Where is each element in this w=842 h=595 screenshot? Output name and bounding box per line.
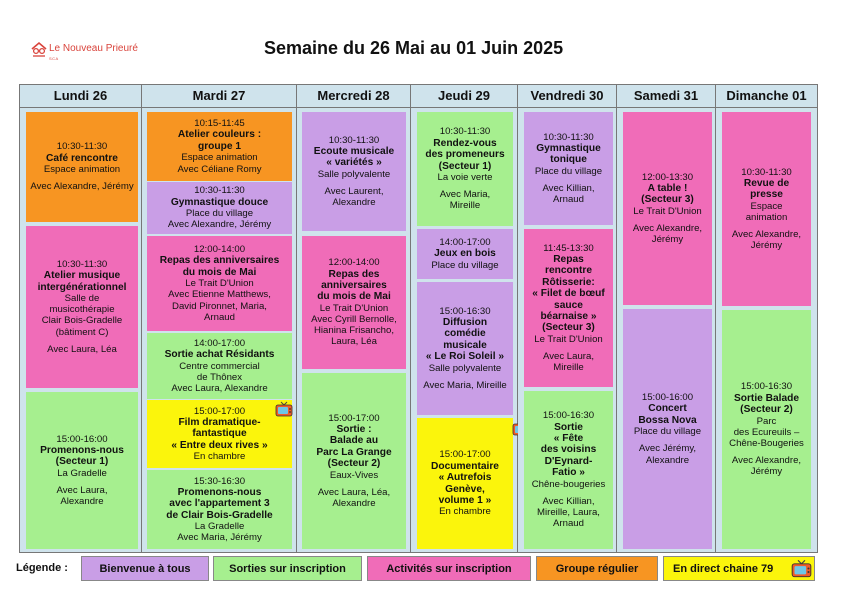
event-time: 10:15-11:45 (194, 118, 245, 130)
event-place: Parc (756, 415, 777, 427)
event-staff: Avec Laura, Léa, (317, 486, 391, 498)
event-title: Film dramatique- (178, 416, 261, 428)
event-title: Repas des (328, 268, 380, 280)
legend-label: Légende : (16, 562, 68, 574)
event-card[interactable] (417, 112, 513, 226)
event-title: « Fête (553, 433, 584, 445)
event-place: (bâtiment C) (55, 326, 109, 338)
logo (30, 40, 150, 66)
tv-icon (791, 559, 812, 578)
legend-item-live-channel: En direct chaine 79 (663, 556, 815, 581)
event-card[interactable] (722, 310, 811, 549)
logo-subtext: SCA (49, 56, 59, 61)
event-title: du mois de Mai (182, 266, 257, 278)
event-staff: Mireille (449, 200, 481, 212)
event-title: « Le Roi Soleil » (425, 351, 505, 363)
event-staff: Arnaud (553, 518, 584, 530)
day-column-saturday (617, 85, 716, 552)
event-time: 15:00-17:00 (193, 405, 246, 417)
event-title: Documentaire (431, 460, 499, 472)
event-place: Place du village (633, 426, 702, 438)
event-card[interactable] (302, 373, 406, 549)
event-staff: Avec Laura, (542, 350, 595, 362)
event-time: 15:30-16:30 (193, 475, 246, 487)
event-time: 10:30-11:30 (56, 258, 108, 270)
legend-item-regular-group: Groupe régulier (536, 556, 658, 581)
event-title: Sortie : (336, 423, 372, 435)
day-column-tuesday (142, 85, 297, 552)
event-place: La voie verte (437, 171, 493, 183)
event-title: fantastique (192, 428, 247, 440)
event-staff: Avec Alexandre, (632, 222, 703, 234)
event-place: Centre commercial (179, 360, 260, 372)
event-title: Revue de (743, 177, 790, 189)
event-time: 12:00-14:00 (328, 257, 380, 269)
event-title: Balade au (329, 435, 379, 447)
event-title: groupe 1 (197, 140, 242, 152)
event-staff: Alexandre (645, 454, 690, 466)
event-place: de Thônex (196, 371, 243, 383)
event-staff: Alexandre (332, 197, 376, 209)
event-staff: Alexandre (332, 498, 376, 510)
event-title: (Secteur 1) (55, 456, 109, 468)
event-title: Gymnastique (536, 142, 601, 154)
event-card[interactable] (147, 112, 292, 181)
page-title: Semaine du 26 Mai au 01 Juin 2025 (264, 38, 564, 58)
event-card[interactable] (722, 112, 811, 306)
event-time: 15:00-16:00 (56, 433, 108, 445)
event-card[interactable] (524, 229, 613, 387)
day-header: Vendredi 30 (518, 85, 616, 108)
event-place: des Ecureuils – (733, 426, 800, 438)
day-header: Mercredi 28 (297, 85, 410, 108)
event-staff: Avec Alexandre, (731, 455, 802, 467)
event-time: 10:30-11:30 (439, 126, 491, 138)
event-card[interactable] (147, 333, 292, 399)
event-time: 15:00-16:30 (740, 381, 793, 393)
event-title: musicale (443, 339, 487, 351)
event-card[interactable] (26, 112, 138, 222)
event-title: de Clair Bois-Gradelle (166, 509, 273, 521)
event-staff: Avec Alexandre, Jérémy (30, 181, 134, 193)
event-title: (Secteur 1) (438, 160, 492, 172)
event-place: Place du village (431, 259, 499, 271)
event-staff: Avec Laurent, (324, 185, 384, 197)
event-title: (Secteur 2) (740, 404, 793, 416)
weekly-schedule (19, 84, 818, 553)
event-title: Sortie (554, 421, 583, 433)
event-time: 11:45-13:30 (543, 242, 594, 254)
event-staff: Avec Etienne Matthews, (168, 289, 271, 301)
event-title: avec l'appartement 3 (169, 498, 270, 510)
day-header: Jeudi 29 (411, 85, 517, 108)
event-title: Repas (553, 253, 584, 265)
day-header: Samedi 31 (617, 85, 715, 108)
event-place: La Gradelle (57, 467, 107, 479)
event-staff: Avec Laura, (56, 484, 108, 496)
event-time: 12:00-13:30 (641, 171, 694, 183)
event-title: du mois de Mai (317, 291, 391, 303)
event-card[interactable] (147, 236, 292, 331)
event-title: Atelier couleurs : (177, 129, 262, 141)
event-staff: Avec Killian, (542, 182, 595, 194)
event-title: Repas des anniversaires (159, 255, 280, 267)
event-place: La Gradelle (194, 521, 245, 532)
event-place: Chêne-Bougeries (729, 437, 804, 449)
event-title: Atelier musique intergénérationnel (37, 270, 127, 293)
event-title: Gymnastique douce (170, 196, 269, 208)
event-place: Le Trait D'Union (319, 302, 389, 314)
event-time: 10:30-11:30 (194, 185, 245, 197)
event-staff: Jérémy (750, 240, 783, 252)
event-title: Promenons-nous (40, 444, 124, 456)
event-title: volume 1 » (438, 494, 492, 506)
event-title: D'Eynard- (544, 455, 593, 467)
event-place: Espace animation (181, 152, 258, 164)
event-title: Rôtisserie: (542, 276, 595, 288)
event-title: Sortie achat Résidants (164, 349, 275, 361)
event-staff: Avec Jérémy, (638, 443, 697, 455)
event-place: Le Trait D'Union (534, 333, 603, 345)
event-staff: Avec Céliane Romy (177, 163, 262, 175)
event-time: 14:00-17:00 (193, 337, 246, 349)
day-header: Mardi 27 (142, 85, 296, 108)
event-staff: Mireille (553, 362, 584, 374)
event-title: Café rencontre (46, 152, 118, 164)
event-staff: Avec Alexandre, Jérémy (167, 219, 272, 231)
event-title: « Entre deux rives » (171, 439, 268, 451)
event-place: Chêne-bougeries (531, 478, 606, 490)
event-card[interactable] (417, 282, 513, 415)
event-title: presse (750, 189, 783, 201)
event-card[interactable] (147, 182, 292, 234)
event-title: comédie (444, 328, 486, 340)
event-time: 10:30-11:30 (543, 131, 594, 143)
event-card[interactable] (302, 112, 406, 231)
event-place: Salle polyvalente (428, 362, 502, 374)
event-time: 15:00-17:00 (439, 449, 491, 461)
event-time: 15:00-16:30 (542, 410, 595, 422)
event-staff: Avec Alexandre, (731, 229, 802, 240)
day-column-thursday (411, 85, 518, 552)
event-title: Diffusion (442, 317, 488, 329)
legend-item-activities: Activités sur inscription (367, 556, 531, 581)
event-title: des voisins (540, 444, 597, 456)
event-staff: Avec Maria, Mireille (423, 379, 507, 391)
event-card[interactable] (26, 392, 138, 549)
event-time: 10:30-11:30 (56, 141, 108, 153)
event-place: animation (745, 211, 788, 223)
event-title: anniversaires (321, 279, 387, 291)
event-title: des promeneurs (425, 149, 505, 161)
event-staff: Avec Maria, Jérémy (177, 532, 262, 544)
event-title: « Filet de bœuf (532, 288, 605, 300)
event-place: Eaux-Vives (329, 469, 379, 481)
event-title: tonique (550, 154, 587, 166)
event-title: Fatio » (552, 467, 585, 479)
event-place: Le Trait D'Union (185, 278, 254, 290)
event-title: « Autrefois (438, 472, 492, 484)
logo-icon (30, 40, 48, 58)
event-place: Clair Bois-Gradelle (41, 315, 123, 327)
event-title: Promenons-nous (177, 486, 262, 498)
event-card[interactable] (623, 112, 712, 305)
day-header: Dimanche 01 (716, 85, 817, 108)
event-title: Bossa Nova (638, 414, 697, 426)
event-title: Rendez-vous (433, 137, 497, 149)
event-card[interactable] (26, 226, 138, 388)
event-title: Ecoute musicale (313, 145, 395, 157)
day-column-monday (20, 85, 142, 552)
event-card[interactable] (417, 418, 513, 549)
event-title: rencontre (545, 265, 592, 277)
event-title: Jeux en bois (434, 248, 496, 260)
event-staff: Jérémy (750, 466, 783, 478)
event-title: Concert (648, 403, 687, 415)
legend-item-welcome: Bienvenue à tous (81, 556, 209, 581)
event-staff: Avec Laura, Léa (47, 343, 117, 355)
event-card[interactable] (417, 229, 513, 279)
event-place: En chambre (193, 451, 246, 463)
event-staff: Avec Killian, (542, 495, 595, 507)
event-staff: David Pironnet, Maria, (172, 300, 267, 312)
event-staff: Jérémy (651, 234, 684, 246)
event-place: Espace (750, 200, 783, 212)
event-staff: Avec Laura, Alexandre (171, 382, 268, 394)
event-title: « variétés » (326, 157, 382, 169)
event-staff: Arnaud (204, 311, 235, 323)
event-time: 15:00-17:00 (328, 412, 380, 424)
day-column-sunday (716, 85, 817, 552)
logo-text: Le Nouveau Prieuré (49, 43, 138, 54)
event-staff: Hianina Frisancho, (314, 325, 394, 337)
event-title: (Secteur 3) (542, 322, 595, 334)
event-card[interactable] (147, 470, 292, 549)
event-staff: Arnaud (553, 194, 584, 206)
event-title: Parc La Grange (316, 446, 392, 458)
event-place: En chambre (439, 506, 491, 518)
event-staff: Mireille, Laura, (537, 507, 600, 519)
event-staff: Alexandre (60, 496, 104, 508)
event-staff: Avec Maria, (439, 189, 491, 201)
event-time: 10:30-11:30 (741, 166, 792, 178)
event-time: 10:30-11:30 (328, 134, 380, 146)
event-title: sauce (554, 299, 583, 311)
event-time: 15:00-16:00 (641, 392, 694, 404)
day-column-friday (518, 85, 617, 552)
event-place: musicothérapie (49, 304, 115, 316)
event-time: 14:00-17:00 (439, 237, 491, 249)
event-place: Salle de (64, 293, 100, 304)
event-title: (Secteur 3) (641, 194, 694, 206)
event-card[interactable] (524, 112, 613, 225)
event-place: Le Trait D'Union (633, 205, 702, 217)
event-card[interactable] (147, 400, 292, 468)
event-place: Place du village (185, 208, 254, 220)
event-title: Sortie Balade (733, 392, 800, 404)
event-time: 12:00-14:00 (193, 244, 246, 256)
event-card[interactable] (623, 309, 712, 549)
event-place: Salle polyvalente (317, 168, 391, 180)
day-column-wednesday (297, 85, 411, 552)
tv-icon (275, 401, 293, 417)
event-place: Place du village (534, 165, 603, 177)
event-staff: Laura, Léa (331, 336, 377, 348)
event-title: A table ! (647, 182, 688, 194)
event-title: Genève, (445, 483, 485, 495)
event-time: 15:00-16:30 (439, 305, 491, 317)
event-card[interactable] (524, 391, 613, 549)
day-header: Lundi 26 (20, 85, 141, 108)
event-place: Espace animation (43, 164, 121, 176)
event-card[interactable] (302, 236, 406, 369)
legend-item-outings: Sorties sur inscription (213, 556, 362, 581)
event-title: béarnaise » (540, 310, 597, 322)
event-title: (Secteur 2) (327, 458, 381, 470)
event-staff: Avec Cyrill Bernolle, (311, 314, 397, 325)
